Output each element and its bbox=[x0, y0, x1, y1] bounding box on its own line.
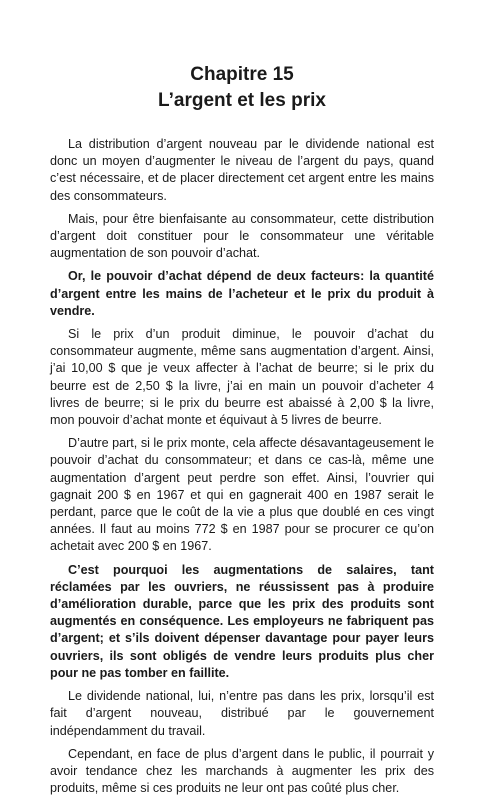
paragraph: D’autre part, si le prix monte, cela affecte désavantageusement le pouvoir d’achat du consommateur; et dans ce cas-là, même une augmentation d’argent peut perdre son effet. Ainsi, l’ouvrier qui gagnait 200 $ en 1967 et qui en gagnerait 400 en 1987 serait le perdant, parce que le coût de la vie a plus que doublé en ces vingt années. Il faut au moins 772 $ en 1987 pour se procurer ce qu’on achetait avec 200 $ en 1967. bbox=[50, 436, 434, 554]
paragraph-emphasis: Or, le pouvoir d’achat dépend de deux facteurs: la quantité d’argent entre les mains de l’acheteur et le prix du produit à vendre. bbox=[50, 269, 434, 318]
paragraph: La distribution d’argent nouveau par le dividende national est donc un moyen d’augmenter le niveau de l’argent du pays, quand c’est nécessaire, et de placer directement cet argent entre les mains des consommateurs. bbox=[50, 137, 434, 203]
chapter-title: L’argent et les prix bbox=[158, 90, 326, 111]
book-page bbox=[50, 62, 434, 803]
chapter-number: Chapitre 15 bbox=[190, 64, 294, 85]
paragraph-emphasis: C’est pourquoi les augmentations de salaires, tant réclamées par les ouvriers, ne réussissent pas à produire d’amélioration durable, parce que les prix des produits sont augmentés en conséquence. Les employeurs ne fabriquent pas d’argent; et s’ils doivent dépenser davantage pour payer leurs ouvriers, ils sont obligés de vendre leurs produits plus cher pour ne pas tomber en faillite. bbox=[50, 562, 434, 680]
paragraph: Mais, pour être bienfaisante au consommateur, cette distribution d’argent doit constituer pour le consommateur une véritable augmentation de son pouvoir d’achat. bbox=[50, 211, 434, 261]
paragraph: Le dividende national, lui, n’entre pas dans les prix, lorsqu’il est fait d’argent nouveau, distribué par le gouvernement indépendamment du travail. bbox=[50, 689, 434, 738]
paragraph: Cependant, en face de plus d’argent dans le public, il pourrait y avoir tendance chez les marchands à augmenter les prix des produits, même si ces produits ne leur ont pas coûté plus cher. bbox=[50, 746, 434, 796]
paragraph: Si le prix d’un produit diminue, le pouvoir d’achat du consommateur augmente, même sans augmentation d’argent. Ainsi, j’ai 10,00 $ que je veux affecter à l’achat de beurre; si le prix du beurre est de 2,50 $ la livre, j’ai en main un pouvoir d’acheter 4 livres de beurre; si le prix du beurre est abaissé à 2,00 $ la livre, mon pouvoir d’achat monte et équivaut à 5 livres de beurre. bbox=[50, 327, 434, 428]
